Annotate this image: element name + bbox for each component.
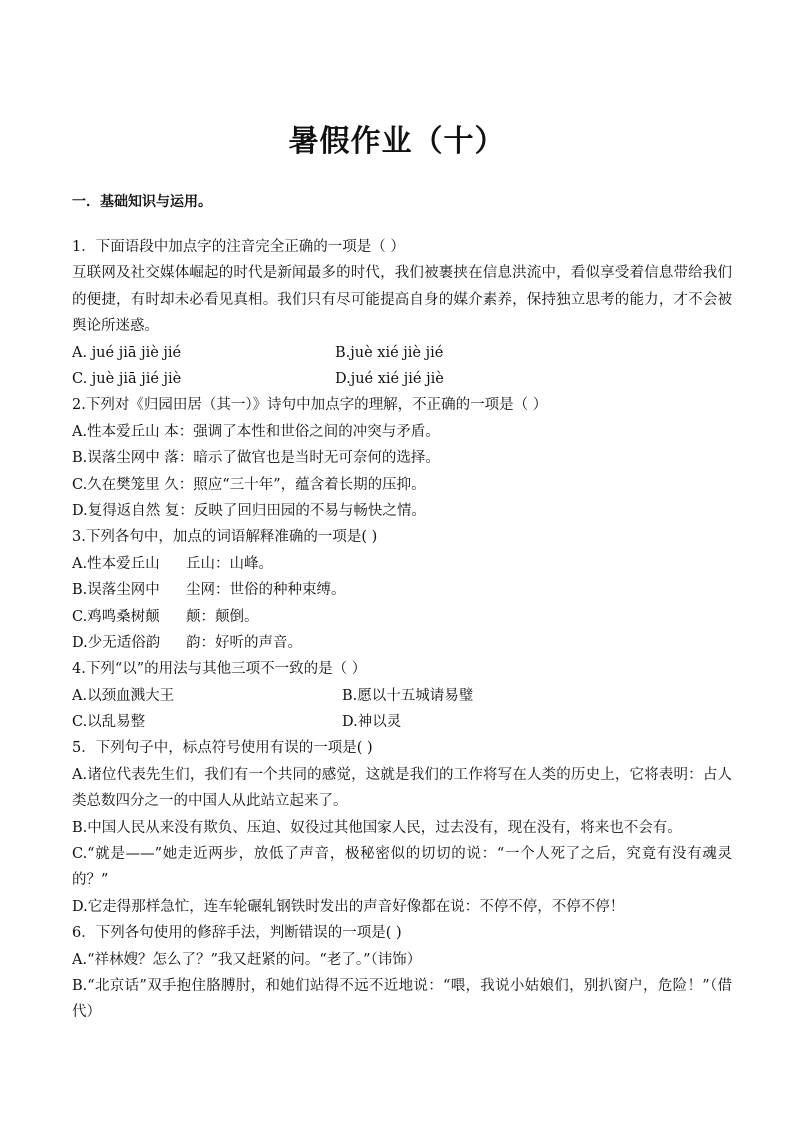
question-6-stem: 6．下列各句使用的修辞手法，判断错误的一项是( ) — [72, 925, 402, 942]
question-2-option-c: C.久在樊笼里 久：照应“三十年”，蕴含着长期的压抑。 — [72, 476, 426, 493]
question-1-stem: 1．下面语段中加点字的注音完全正确的一项是（ ） — [72, 239, 405, 255]
question-1-option-a: A. jué jiā jiè jié — [72, 344, 182, 361]
question-2-option-a: A.性本爱丘山 本：强调了本性和世俗之间的冲突与矛盾。 — [72, 423, 440, 440]
question-3-option-b-gloss: 尘网：世俗的种种束缚。 — [186, 582, 346, 599]
question-body — [72, 234, 732, 1026]
question-1-option-b: B.juè xié jiè jié — [335, 344, 444, 361]
question-3-option-c-phrase: C.鸡鸣桑树颠 — [72, 608, 160, 625]
question-3-stem: 3.下列各句中，加点的词语解释准确的一项是( ) — [72, 529, 378, 546]
question-3-option-c-gloss: 颠：颠倒。 — [186, 608, 259, 625]
question-4-option-c: C.以乱易整 — [72, 714, 146, 731]
question-1-option-c: C. juè jiā jié jiè — [72, 371, 182, 387]
question-3-option-a-phrase: A.性本爱丘山 — [72, 555, 160, 572]
question-3-option-c — [72, 604, 732, 630]
question-3-option-d-gloss: 韵：好听的声音。 — [186, 634, 302, 651]
question-3-option-d-phrase: D.少无适俗韵 — [72, 634, 161, 651]
question-1-passage: 互联网及社交媒体崛起的时代是新闻最多的时代，我们被裹挟在信息洪流中，看似享受着信息带给我们的便捷，有时却未必看见真相。我们只有尽可能提高自身的媒介素养，保持独立思考的能力，才不会被舆论所迷惑。 — [72, 265, 732, 335]
question-3-option-a — [72, 551, 732, 577]
question-5-stem: 5．下列句子中，标点符号使用有误的一项是( ) — [72, 740, 373, 757]
question-4-options-row-2 — [72, 709, 732, 735]
question-5-option-a: A.诸位代表先生们，我们有一个共同的感觉，这就是我们的工作将写在人类的历史上，它将表明：占人类总数四分之一的中国人从此站立起来了。 — [72, 766, 732, 810]
question-6-option-b: B.“北京话”双手抱住胳膊肘，和她们站得不远不近地说：“喂，我说小姑娘们，别扒窗户，危险！”（借代） — [72, 978, 732, 1021]
question-4-option-b: B.愿以十五城请易璧 — [342, 687, 474, 704]
question-3-option-d — [72, 630, 732, 656]
question-3-option-b — [72, 577, 732, 603]
question-4-stem: 4.下列“以”的用法与其他三项不一致的是（ ） — [72, 661, 367, 678]
question-4-options-row-1 — [72, 683, 732, 709]
question-4-option-d: D.神以灵 — [342, 714, 402, 731]
question-1-option-d: D.jué xié jié jiè — [335, 371, 444, 387]
question-2-option-d: D.复得返自然 复：反映了回归田园的不易与畅快之情。 — [72, 502, 426, 519]
section-heading: 一．基础知识与运用。 — [72, 194, 212, 210]
question-3-option-a-gloss: 丘山：山峰。 — [186, 555, 273, 572]
question-1-options-row-1 — [72, 340, 732, 366]
question-5-option-d: D.它走得那样急忙，连车轮碾轧钢铁时发出的声音好像都在说：不停不停，不停不停！ — [72, 898, 625, 915]
question-2-option-b: B.误落尘网中 落：暗示了做官也是当时无可奈何的选择。 — [72, 450, 440, 467]
question-4-option-a: A.以颈血溅大王 — [72, 687, 175, 704]
question-1-options-row-2 — [72, 366, 732, 392]
question-6-option-a: A.“祥林嫂？怎么了？”我又赶紧的问。“老了。”（讳饰） — [72, 951, 422, 968]
question-5-option-b: B.中国人民从来没有欺负、压迫、奴役过其他国家人民，过去没有，现在没有，将来也不会有。 — [72, 819, 682, 836]
question-5-option-c: C.“就是——”她走近两步，放低了声音，极秘密似的切切的说：“一个人死了之后，究竟有没有魂灵的？” — [72, 846, 732, 889]
question-2-stem: 2.下列对《归园田居（其一）》诗句中加点字的理解，不正确的一项是（ ） — [72, 397, 548, 414]
page-title: 暑假作业（十） — [288, 124, 506, 159]
question-3-option-b-phrase: B.误落尘网中 — [72, 582, 160, 599]
